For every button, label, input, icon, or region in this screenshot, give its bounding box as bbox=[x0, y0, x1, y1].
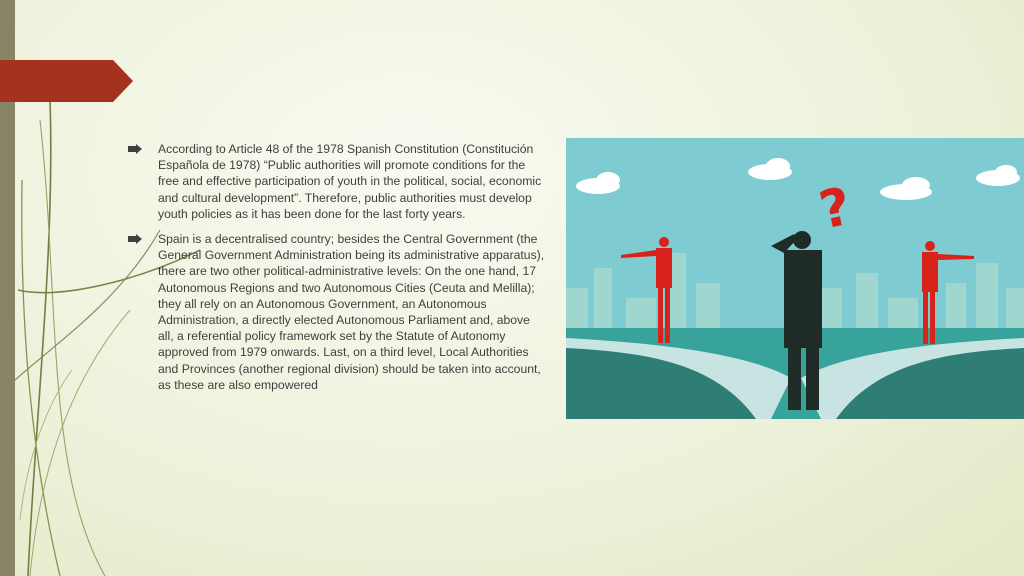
bullet-item bbox=[128, 141, 546, 222]
crossroads-illustration bbox=[566, 138, 1024, 419]
bullet-item bbox=[128, 231, 546, 393]
question-mark-icon: ? bbox=[814, 176, 857, 242]
bullet-list bbox=[128, 141, 546, 402]
accent-tab bbox=[0, 60, 133, 102]
bullet-text: Spain is a decentralised country; besides the Central Government (the General Government Administration being its administrative apparatus), there are two other political-administrative levels: On the one hand, 17 Autonomous Regions and two Autonomous Cities (Ceuta and Melilla); they all rely on an Autonomous Government, an Autonomous Administration, a directly elected Autonomous Parliament and, above all, a referential policy framework set by the Statute of Autonomy approved from 1979 onwards. Last, on a third level, Local Authorities and Provinces (another regional division) should be taken into account, as these are also empowered bbox=[158, 232, 545, 392]
arrow-bullet-icon bbox=[128, 144, 142, 154]
arrow-bullet-icon bbox=[128, 234, 142, 244]
bullet-text: According to Article 48 of the 1978 Spanish Constitution (Constitución Española de 1978) “Public authorities will promote conditions for the free and effective participation of youth in the political, social, economic and cultural development”. Therefore, public authorities must develop youth policies as it has been done for the last forty years. bbox=[158, 142, 542, 221]
